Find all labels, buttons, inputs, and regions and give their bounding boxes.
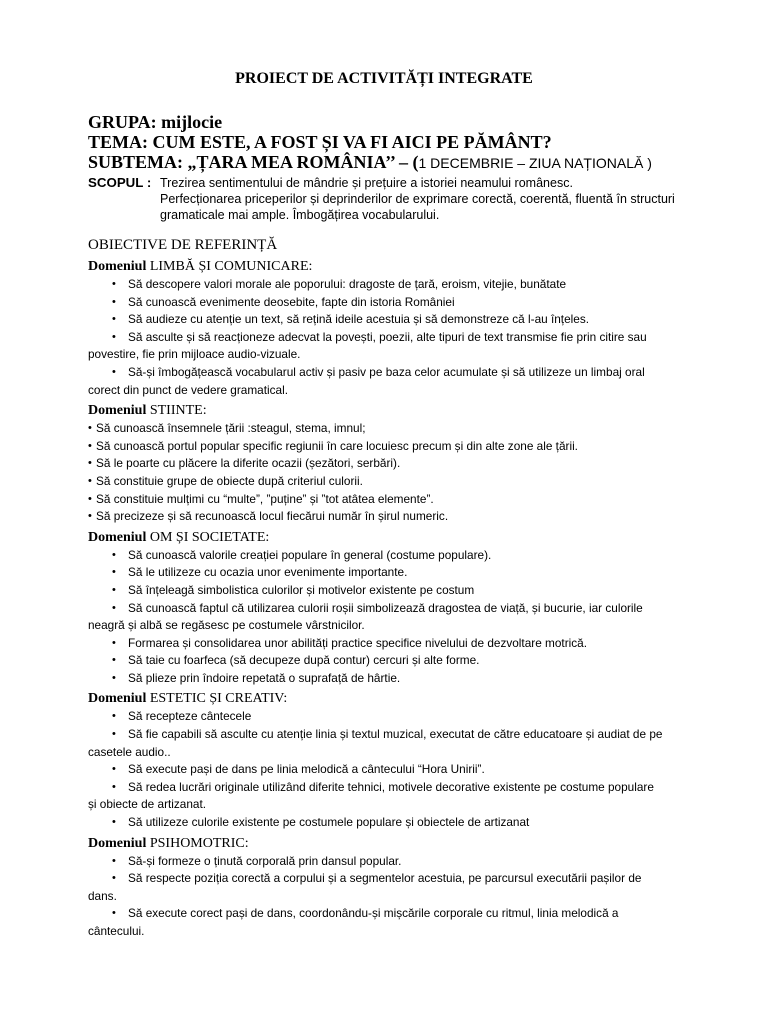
bullet-icon: • [112, 365, 116, 378]
bullet-icon: • [112, 654, 116, 667]
bullet-icon: • [112, 710, 116, 723]
scopul-label: SCOPUL : [88, 175, 152, 190]
bullet-icon: • [88, 510, 92, 523]
objective-item [88, 652, 700, 670]
objective-text: Să constituie mulțimi cu “multe”, ”puține” și ”tot atâtea elemente”. [96, 491, 434, 506]
bullet-icon: • [112, 601, 116, 614]
objective-text: neagră și albă se regăsesc pe costumele vârstnicilor. [88, 618, 365, 633]
objective-text: Să-și formeze o ținută corporală prin dansul popular. [128, 853, 402, 868]
objective-text: Să cunoască însemnele țării :steagul, stema, imnul; [96, 421, 366, 436]
objective-text: Să execute pași de dans pe linia melodică a cântecului “Hora Unirii”. [128, 762, 485, 777]
header-block [88, 112, 728, 173]
objective-item [88, 870, 700, 905]
domain-prefix: Domeniul [88, 529, 150, 545]
scopul-text [160, 175, 720, 223]
bullet-icon: • [112, 566, 116, 579]
domain-title [88, 529, 700, 547]
objective-text: Să descopere valori morale ale poporului: dragoste de țară, eroism, vitejie, bunătate [128, 277, 567, 291]
objective-item [88, 905, 700, 940]
objective-item [88, 635, 700, 653]
domain-title [88, 835, 700, 853]
objective-item [88, 473, 700, 491]
tema-line: TEMA: CUM ESTE, A FOST ȘI VA FI AICI PE PĂMÂNT? [88, 132, 552, 152]
bullet-icon: • [112, 295, 116, 308]
bullet-icon: • [112, 816, 116, 829]
domain-prefix: Domeniul [88, 835, 150, 851]
scopul-line: gramaticale mai ample. Îmbogățirea vocabularului. [160, 208, 440, 222]
objective-item [88, 708, 700, 726]
objective-item [88, 491, 700, 509]
objective-item [88, 547, 700, 565]
objective-item [88, 779, 700, 814]
domain-prefix: Domeniul [88, 259, 150, 274]
bullet-icon: • [88, 439, 92, 452]
objective-text: povestire, fie prin mijloace audio-vizuale. [88, 347, 301, 362]
objective-list [88, 276, 700, 399]
scopul-line: Perfecționarea priceperilor și deprinderilor de exprimare corectă, coerentă, fluentă în structuri [160, 192, 675, 206]
objective-item [88, 508, 700, 526]
objective-text: Să respecte poziția corectă a corpului și a segmentelor acestuia, pe parcursul executării pașilor de [128, 871, 642, 886]
bullet-icon: • [88, 492, 92, 505]
objective-text: și obiecte de artizanat. [88, 797, 207, 812]
objective-item [88, 294, 700, 312]
domain-name: LIMBĂ ȘI COMUNICARE: [149, 259, 313, 274]
objective-text: Să cunoască valorile creației populare în general (costume populare). [128, 547, 492, 562]
domain-title [88, 402, 700, 420]
objective-text: Să-și îmbogățească vocabularul activ și pasiv pe baza celor acumulate și să utilizeze un limbaj oral [128, 364, 645, 379]
objective-text: dans. [88, 888, 117, 903]
bullet-icon: • [112, 583, 116, 596]
objective-text: corect din punct de vedere gramatical. [88, 382, 288, 397]
objective-item [88, 455, 700, 473]
subtema-suffix: 1 DECEMBRIE – ZIUA NAȚIONALĂ ) [418, 155, 652, 171]
objective-item [88, 670, 700, 688]
bullet-icon: • [88, 422, 92, 435]
objective-text: Să utilizeze culorile existente pe costumele populare și obiectele de artizanat [128, 815, 530, 830]
objective-text: Să cunoască portul popular specific regiunii în care locuiesc precum și din alte zone ale țării. [96, 438, 578, 453]
domain-name: STIINTE: [149, 403, 207, 419]
domain-title [88, 258, 700, 276]
objective-item [88, 276, 700, 294]
bullet-icon: • [112, 636, 116, 649]
bullet-icon: • [112, 278, 116, 290]
objective-item [88, 364, 700, 399]
objective-item [88, 600, 700, 635]
domain-prefix: Domeniul [88, 691, 150, 707]
bullet-icon: • [112, 671, 116, 684]
objective-text: cântecului. [88, 924, 145, 938]
subtema-main: SUBTEMA: „ȚARA MEA ROMÂNIA’’ – ( [88, 152, 419, 172]
objective-text: Să recepteze cântecele [128, 709, 252, 724]
objective-item [88, 438, 700, 456]
bullet-icon: • [112, 872, 116, 885]
objective-text: Să redea lucrări originale utilizând diferite tehnici, motivele decorative existente pe costume populare [128, 779, 654, 794]
domains-list [88, 258, 700, 944]
objective-item [88, 420, 700, 438]
objective-text: Să asculte și să reacționeze adecvat la povești, poezii, alte tipuri de text transmise fie prin citire sau [128, 329, 647, 344]
domain-prefix: Domeniul [88, 403, 150, 419]
objective-item [88, 582, 700, 600]
bullet-icon: • [112, 313, 116, 326]
bullet-icon: • [88, 457, 92, 470]
scopul-line: Trezirea sentimentului de mândrie și prețuire a istoriei neamului românesc. [160, 176, 573, 190]
objectives-title: OBIECTIVE DE REFERINȚĂ [88, 237, 278, 253]
objective-item [88, 726, 700, 761]
objective-list [88, 853, 700, 941]
bullet-icon: • [112, 330, 116, 343]
bullet-icon: • [112, 907, 116, 920]
objective-text: casetele audio.. [88, 744, 171, 759]
objective-text: Să înțeleagă simbolistica culorilor și motivelor existente pe costum [128, 582, 475, 597]
objective-list [88, 420, 700, 526]
bullet-icon: • [112, 763, 116, 776]
domain-name: OM ȘI SOCIETATE: [149, 529, 270, 545]
domain-title [88, 690, 700, 708]
objective-item [88, 329, 700, 364]
objective-item [88, 853, 700, 871]
grupa-line: GRUPA: mijlocie [88, 112, 223, 132]
document-title: PROIECT DE ACTIVITĂȚI INTEGRATE [235, 70, 533, 87]
objective-text: Să execute corect pași de dans, coordonându-și mișcările corporale cu ritmul, linia melodică a [128, 906, 619, 921]
objective-list [88, 708, 700, 831]
objective-text: Să cunoască faptul că utilizarea culorii roșii simbolizează dragostea de viață, și bucurie, iar culorile [128, 600, 643, 615]
objective-text: Să fie capabili să asculte cu atenție linia și textul muzical, executat de către educatoare și audiat de pe [128, 727, 663, 742]
objective-list [88, 547, 700, 688]
objective-text: Să cunoască evenimente deosebite, fapte din istoria României [128, 294, 455, 309]
objective-item [88, 761, 700, 779]
objective-text: Să precizeze și să recunoască locul fiecărui număr în șirul numeric. [96, 509, 449, 524]
bullet-icon: • [112, 854, 116, 867]
objective-text: Să plieze prin îndoire repetată o suprafață de hârtie. [128, 670, 401, 685]
objective-text: Formarea și consolidarea unor abilități practice specifice nivelului de dezvoltare motrică. [128, 635, 587, 650]
bullet-icon: • [112, 548, 116, 561]
objective-item [88, 311, 700, 329]
objective-text: Să le poarte cu plăcere la diferite ocazii (șezători, serbări). [96, 456, 401, 471]
objective-text: Să le utilizeze cu ocazia unor evenimente importante. [128, 565, 408, 580]
bullet-icon: • [88, 474, 92, 487]
objective-text: Să audieze cu atenție un text, să rețină ideile acestuia și să demonstreze că l-au înțeles. [128, 312, 590, 327]
objective-text: Să constituie grupe de obiecte după criteriul culorii. [96, 473, 363, 488]
bullet-icon: • [112, 728, 116, 741]
domain-name: ESTETIC ȘI CREATIV: [149, 691, 288, 707]
bullet-icon: • [112, 780, 116, 793]
subtema-line [88, 152, 728, 173]
objective-text: Să taie cu foarfeca (să decupeze după contur) cercuri și alte forme. [128, 653, 480, 668]
objective-item [88, 814, 700, 832]
domain-name: PSIHOMOTRIC: [149, 835, 249, 851]
objective-item [88, 564, 700, 582]
